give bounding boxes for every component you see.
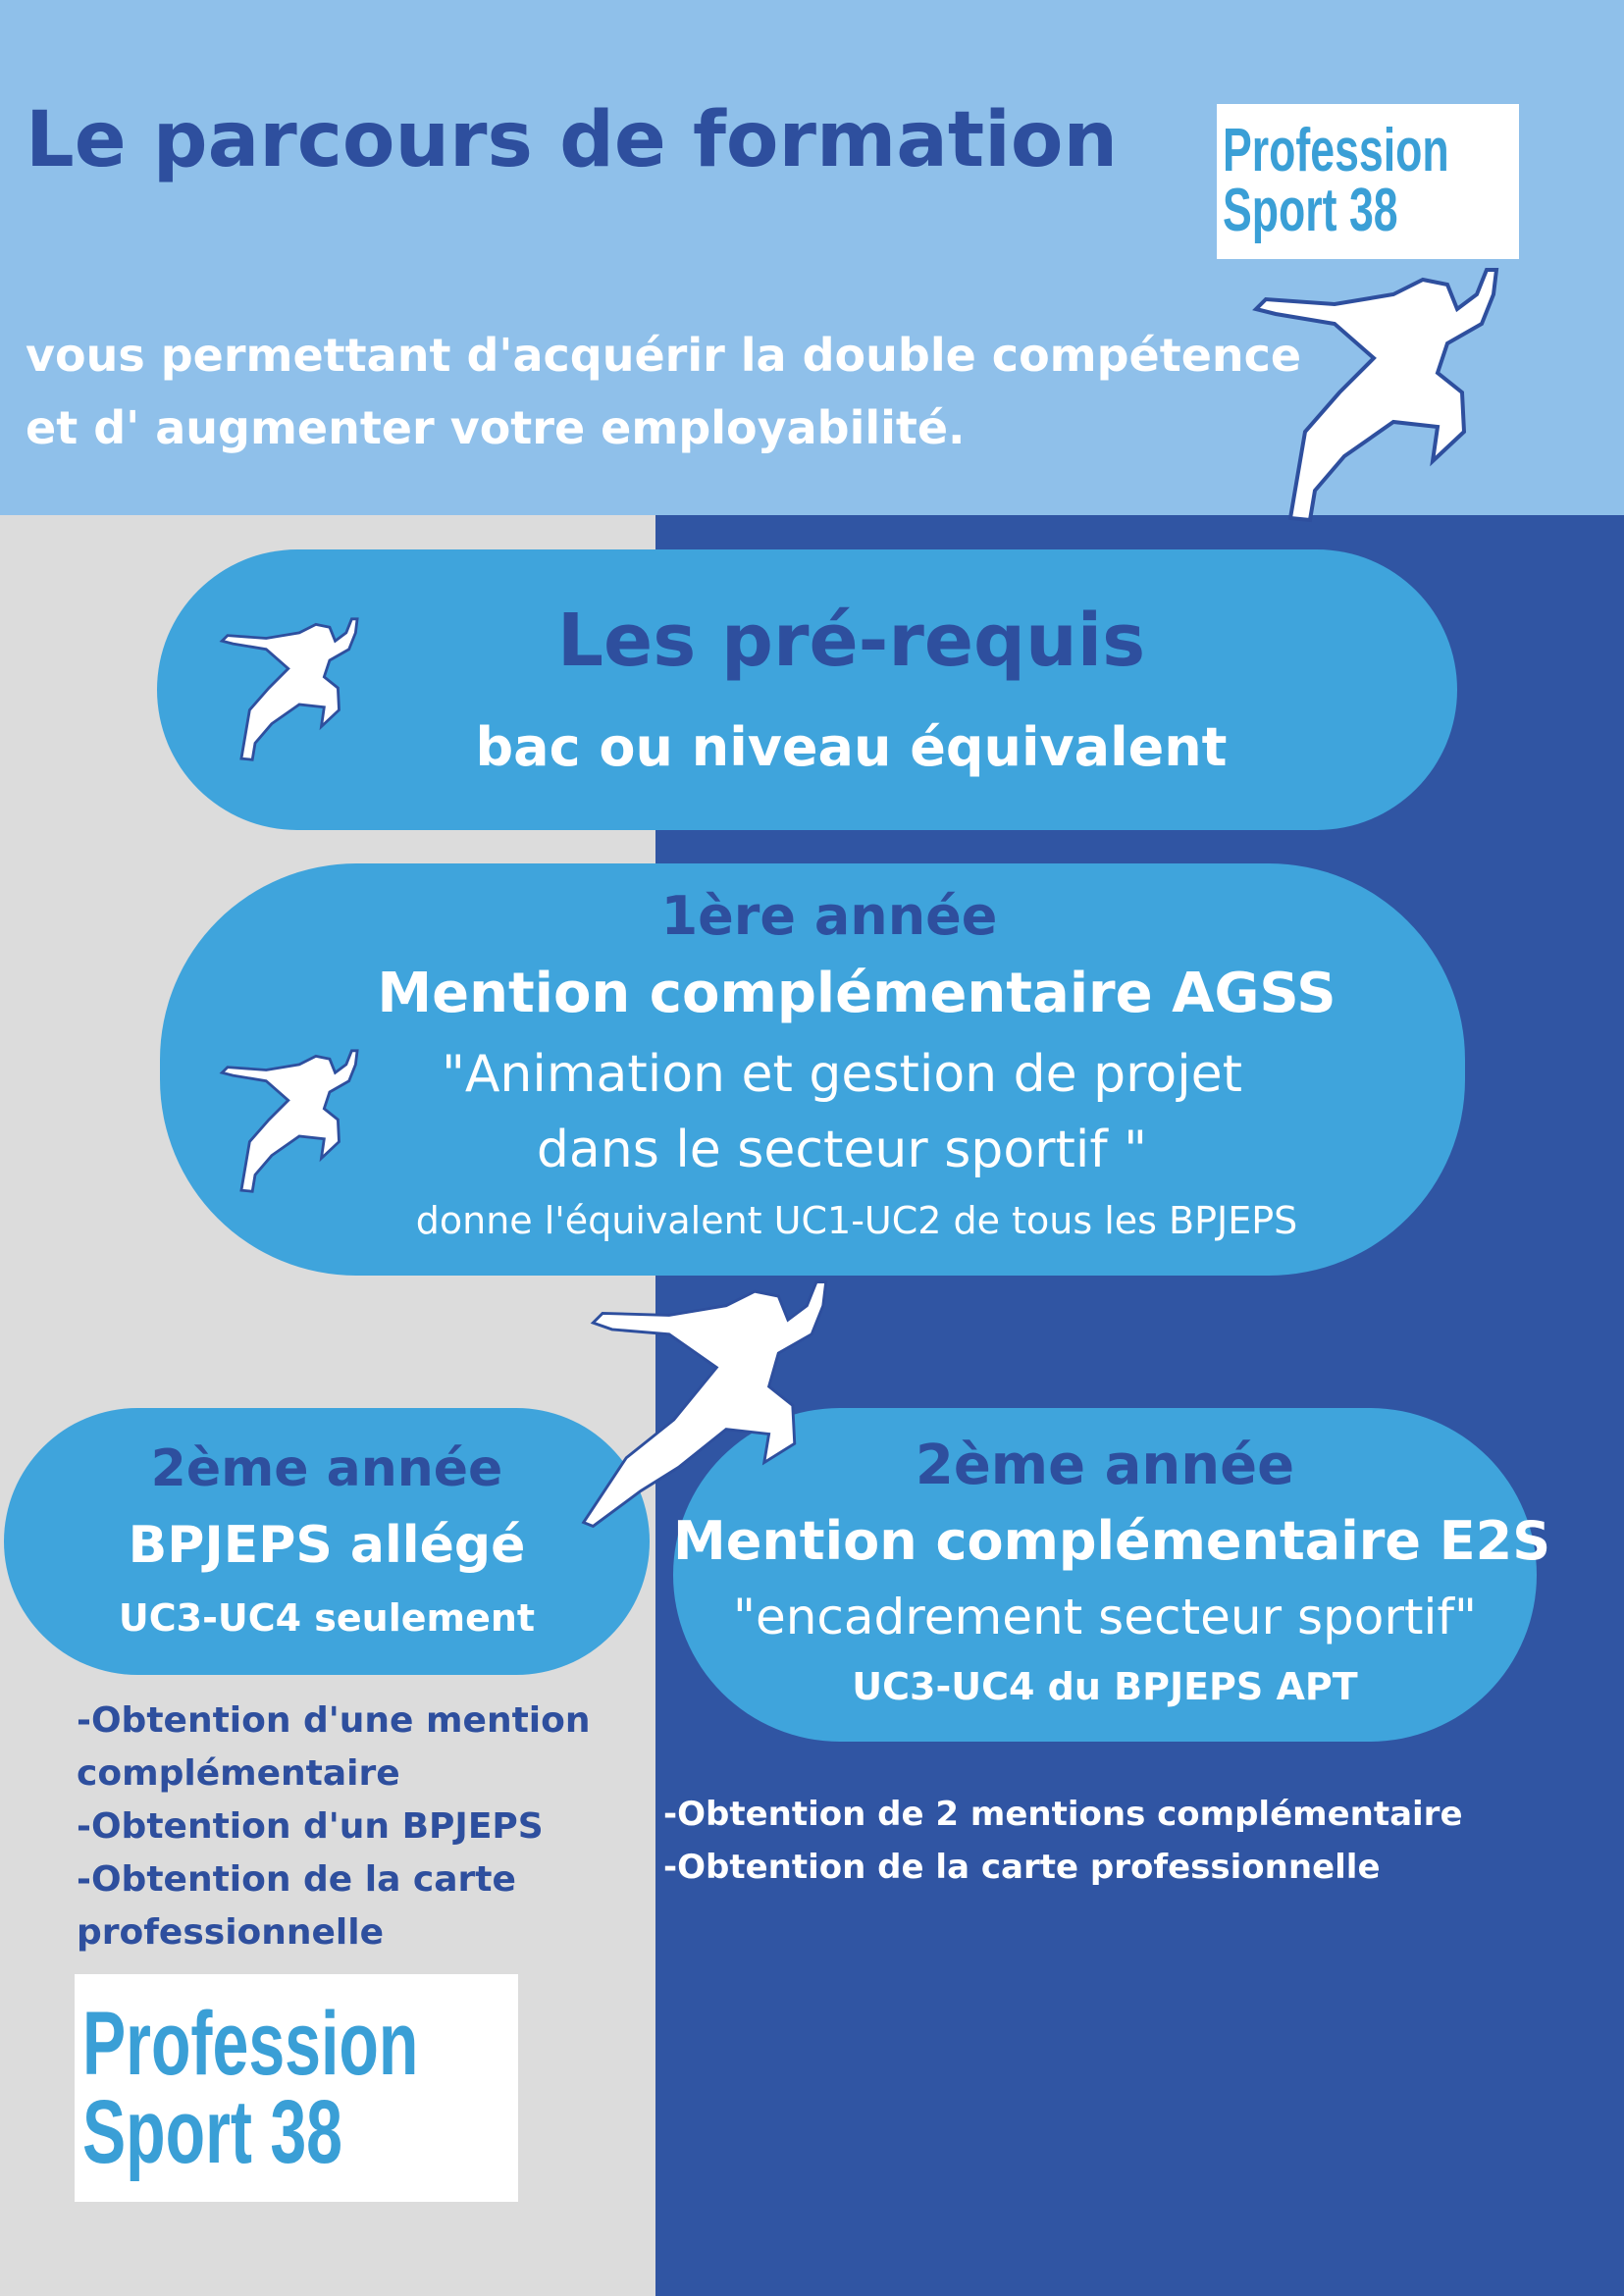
- year2-right-title: Mention complémentaire E2S: [673, 1510, 1551, 1572]
- logo-text: Profession Sport 38: [82, 1993, 419, 2182]
- page-title: Le parcours de formation: [26, 96, 1119, 184]
- year2-left-label: 2ème année: [150, 1439, 503, 1498]
- year1-label: 1ère année: [660, 885, 998, 947]
- year1-note: donne l'équivalent UC1-UC2 de tous les BPJEPS: [415, 1199, 1298, 1242]
- outcome-item: -Obtention de 2 mentions complémentaire: [663, 1795, 1463, 1834]
- year1-title: Mention complémentaire AGSS: [377, 962, 1336, 1025]
- year2-right-outcomes: [663, 1788, 1463, 1894]
- year2-left-title: BPJEPS allégé: [128, 1516, 526, 1575]
- runner-icon: [574, 1276, 878, 1531]
- outcome-item: -Obtention de la carte professionnelle: [663, 1848, 1381, 1887]
- outcome-item: -Obtention d'une mention: [77, 1700, 591, 1741]
- prerequis-title: Les pré-requis: [556, 599, 1146, 683]
- prerequis-text: bac ou niveau équivalent: [475, 716, 1228, 778]
- runner-icon: [211, 1045, 388, 1197]
- year2-right-quote: "encadrement secteur sportif": [732, 1589, 1478, 1645]
- subtitle-line: vous permettant d'acquérir la double compétence: [26, 329, 1302, 382]
- year2-right-label: 2ème année: [915, 1434, 1295, 1497]
- subtitle-line: et d' augmenter votre employabilité.: [26, 401, 966, 454]
- runner-icon: [1236, 265, 1550, 525]
- logo-profession-sport-38-bottom: [75, 1974, 518, 2202]
- runner-icon: [211, 613, 388, 765]
- outcome-item: -Obtention de la carte: [77, 1859, 516, 1900]
- outcome-item: complémentaire: [77, 1753, 400, 1794]
- year2-left-subtitle: UC3-UC4 seulement: [118, 1596, 536, 1640]
- year2-left-pill: [4, 1408, 650, 1675]
- logo-profession-sport-38: [1217, 104, 1519, 259]
- logo-text: Profession Sport 38: [1223, 117, 1449, 244]
- year2-right-subtitle: UC3-UC4 du BPJEPS APT: [852, 1665, 1358, 1708]
- header-subtitle: [26, 319, 1301, 464]
- outcome-item: professionnelle: [77, 1912, 385, 1953]
- year1-quote-line2: dans le secteur sportif ": [536, 1121, 1148, 1179]
- year1-quote-line1: "Animation et gestion de projet: [441, 1045, 1243, 1104]
- year2-left-outcomes: [77, 1695, 590, 1959]
- outcome-item: -Obtention d'un BPJEPS: [77, 1806, 544, 1847]
